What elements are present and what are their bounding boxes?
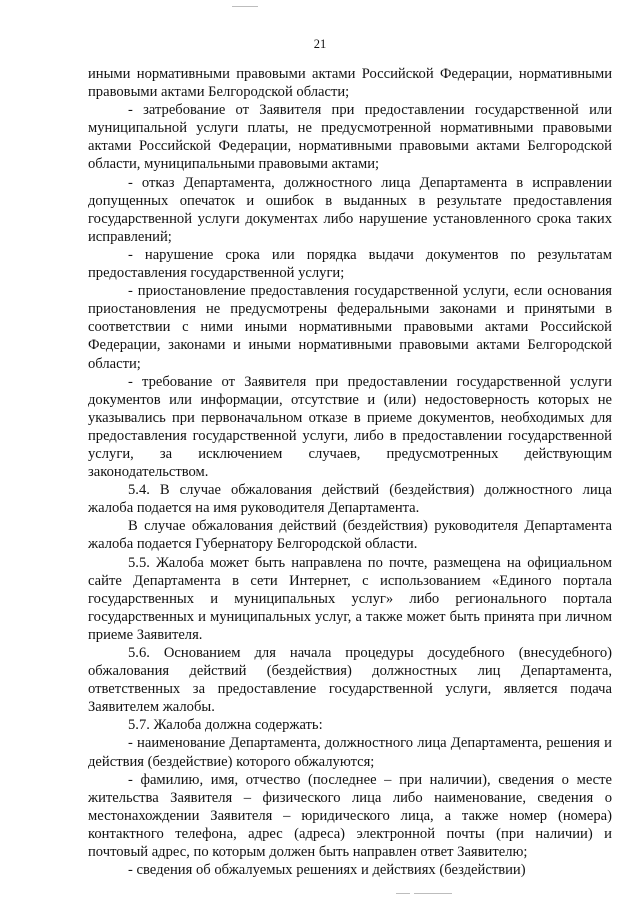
paragraph: 5.7. Жалоба должна содержать: xyxy=(128,717,323,734)
paragraph: - отказ Департамента, должностного лица Департамента в исправлении допущенных опечаток и ошибок в выданных в результате предоставления государственной услуги документах либо нарушение установленного срока таких исправлений; xyxy=(88,174,612,245)
paragraph: - нарушение срока или порядка выдачи документов по результатам предоставления государственной услуги; xyxy=(88,246,612,282)
paragraph: - сведения об обжалуемых решениях и действиях (бездействии) xyxy=(128,862,526,879)
paragraph: иными нормативными правовыми актами Российской Федерации, нормативными правовыми актами Белгородской области; xyxy=(88,66,612,101)
paragraph: - фамилию, имя, отчество (последнее – при наличии), сведения о месте жительства Заявителя – физического лица либо наименование, сведения о местонахождении Заявителя – юридического лица, а также номер (номера) контактного телефона, адрес (адреса) электронной почты (при наличии) и почтовый адрес, по которым должен быть направлен ответ Заявителю; xyxy=(88,771,612,861)
page-number: 21 xyxy=(313,37,327,51)
paragraph: - затребование от Заявителя при предоставлении государственной или муниципальной услуги платы, не предусмотренной нормативными правовыми актами Российской Федерации, нормативными правовыми актами Белгородской области, муниципальными правовыми актами; xyxy=(88,102,612,173)
paragraph: 5.4. В случае обжалования действий (бездействия) должностного лица жалоба подается на имя руководителя Департамента. xyxy=(88,482,612,517)
paragraph: В случае обжалования действий (бездействия) руководителя Департамента жалоба подается Губернатору Белгородской области. xyxy=(88,518,612,553)
paragraph: - наименование Департамента, должностного лица Департамента, решения и действия (бездействие) которого обжалуются; xyxy=(88,735,612,770)
scan-artifact xyxy=(232,6,258,7)
paragraph: - требование от Заявителя при предоставлении государственной услуги документов или информации, отсутствие и (или) недостоверность которых не указывались при первоначальном отказе в приеме документов, необходимых для предоставления государственной услуги, либо в предоставлении государственной услуги, за исключением случаев, предусмотренных действующим законодательством. xyxy=(88,373,612,481)
paragraph: 5.6. Основанием для начала процедуры досудебного (внесудебного) обжалования действий (бездействия) должностных лиц Департамента, ответственных за предоставление государственной услуги, является подача Заявителем жалобы. xyxy=(88,645,612,716)
scan-artifact xyxy=(414,893,452,894)
paragraph: 5.5. Жалоба может быть направлена по почте, размещена на официальном сайте Департамента в сети Интернет, с использованием «Единого портала государственных и муниципальных услуг» либо регионального портала государственных и муниципальных услуг, а также может быть принята при личном приеме Заявителя. xyxy=(88,554,612,643)
paragraph: - приостановление предоставления государственной услуги, если основания приостановления не предусмотрены федеральными законами и принятыми в соответствии с ними иными нормативными правовыми актами Российской Федерации, законами и иными нормативными правовыми актами Белгородской области; xyxy=(88,283,612,372)
scan-artifact xyxy=(396,893,410,894)
body-text xyxy=(88,65,612,879)
